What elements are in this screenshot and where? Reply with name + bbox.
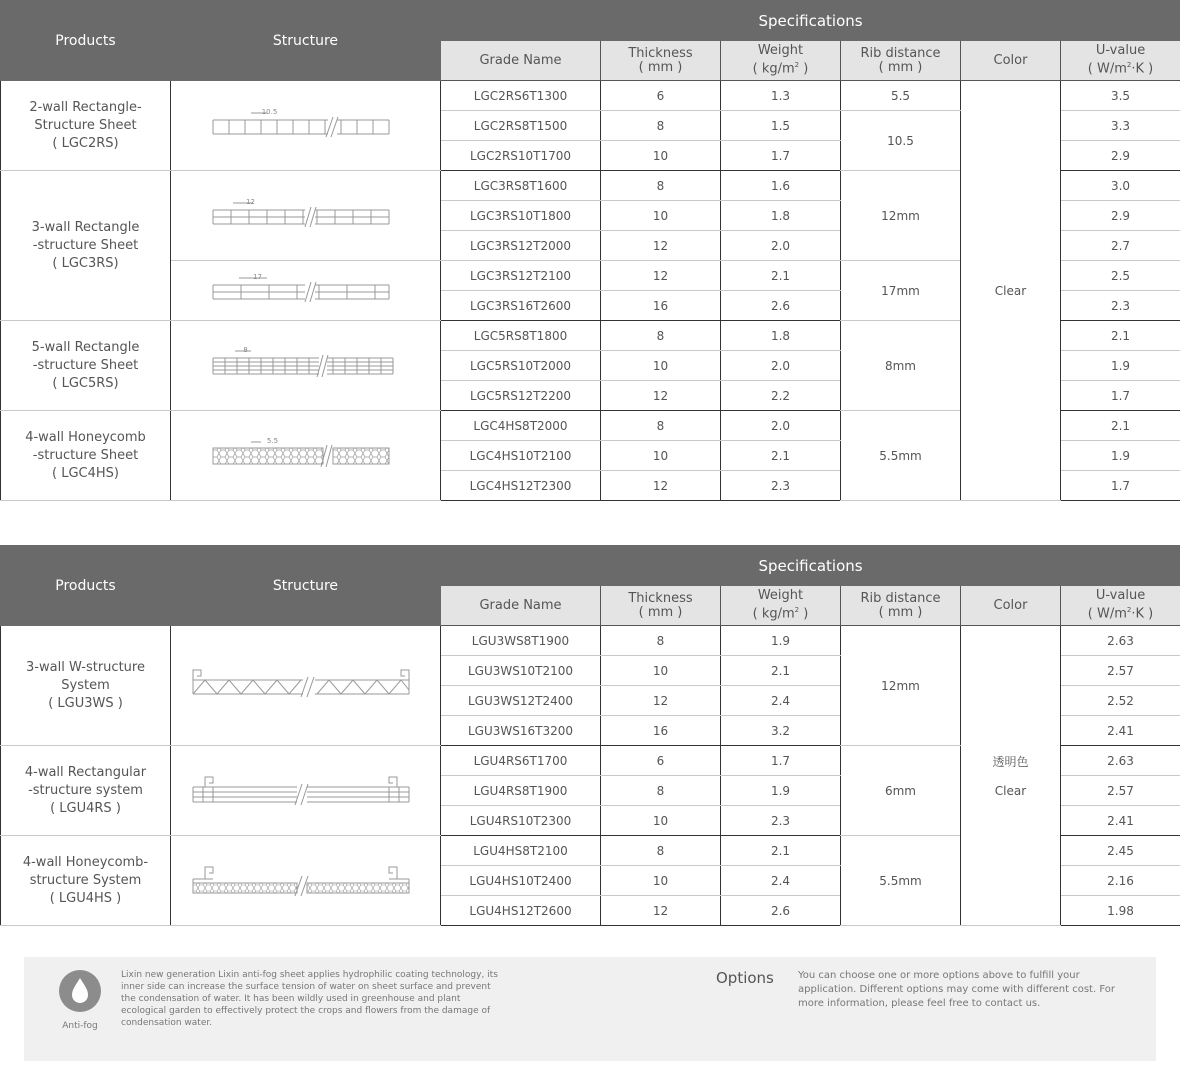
header-structure: Structure (171, 1, 441, 81)
antifog-description: Lixin new generation Lixin anti-fog sheet applies hydrophilic coating technology, its inner side can increase the surface tension of water on sheet surface and prevent the condensation of water. It has been wildly used in greenhouse and plant ecological garden to effectively protect the crops and flowers from the damage of condensation water. (121, 970, 498, 1028)
weight-value: 1.3 (721, 81, 841, 111)
header-grade-name: Grade Name (441, 41, 601, 81)
weight-value: 1.5 (721, 111, 841, 141)
product-name: 5-wall Rectangle -structure Sheet ( LGC5RS) (1, 321, 171, 411)
header-specifications: Specifications (441, 1, 1180, 41)
rib-distance-value: 5.5mm (841, 836, 961, 926)
thickness-value: 12 (601, 231, 721, 261)
spec-table-lgu (0, 545, 1180, 926)
weight-value: 2.4 (721, 866, 841, 896)
weight-value: 2.0 (721, 231, 841, 261)
weight-value: 1.8 (721, 201, 841, 231)
thickness-value: 12 (601, 261, 721, 291)
grade-name: LGU4RS6T1700 (441, 746, 601, 776)
header-color: Color (961, 41, 1061, 81)
weight-value: 2.1 (721, 261, 841, 291)
thickness-value: 6 (601, 746, 721, 776)
structure-diagram: 10.5 (171, 81, 441, 171)
rib-distance-value: 5.5 (841, 81, 961, 111)
weight-value: 2.6 (721, 896, 841, 926)
u-value: 2.3 (1061, 291, 1180, 321)
thickness-value: 10 (601, 656, 721, 686)
u-value: 2.9 (1061, 141, 1180, 171)
weight-value: 2.0 (721, 351, 841, 381)
weight-value: 2.6 (721, 291, 841, 321)
grade-name: LGC5RS10T2000 (441, 351, 601, 381)
u-value: 2.9 (1061, 201, 1180, 231)
spec-table-lgc (0, 0, 1180, 501)
grade-name: LGU4HS12T2600 (441, 896, 601, 926)
thickness-value: 12 (601, 471, 721, 501)
grade-name: LGC3RS12T2000 (441, 231, 601, 261)
structure-diagram (171, 746, 441, 836)
u-value: 2.41 (1061, 716, 1180, 746)
color-value: 透明色 Clear (961, 626, 1061, 926)
u-value: 2.1 (1061, 411, 1180, 441)
structure-diagram: 17 (171, 261, 441, 321)
header-products: Products (1, 1, 171, 81)
header-thickness: Thickness ( mm ) (601, 586, 721, 626)
weight-value: 3.2 (721, 716, 841, 746)
thickness-value: 10 (601, 201, 721, 231)
weight-value: 1.8 (721, 321, 841, 351)
options-panel (24, 957, 1156, 1061)
thickness-value: 10 (601, 351, 721, 381)
grade-name: LGC4HS8T2000 (441, 411, 601, 441)
structure-diagram: 8 (171, 321, 441, 411)
thickness-value: 10 (601, 806, 721, 836)
antifog-label: Anti-fog (62, 1021, 98, 1031)
grade-name: LGC3RS8T1600 (441, 171, 601, 201)
grade-name: LGC3RS10T1800 (441, 201, 601, 231)
header-weight: Weight ( $kg/m^2$ ) (721, 41, 841, 81)
product-name: 4-wall Honeycomb- structure System ( LGU4HS ) (1, 836, 171, 926)
weight-value: 2.4 (721, 686, 841, 716)
product-name: 4-wall Rectangular -structure system ( LGU4RS ) (1, 746, 171, 836)
weight-value: 1.7 (721, 141, 841, 171)
options-description: You can choose one or more options above to fulfill your application. Different options may come with different cost. For more information, please feel free to contact us. (798, 970, 1115, 1009)
grade-name: LGU3WS8T1900 (441, 626, 601, 656)
u-value: 1.9 (1061, 441, 1180, 471)
color-value: Clear (961, 81, 1061, 501)
thickness-value: 8 (601, 111, 721, 141)
rib-distance-value: 5.5mm (841, 411, 961, 501)
u-value: 2.57 (1061, 656, 1180, 686)
weight-value: 2.3 (721, 471, 841, 501)
water-drop-icon (58, 969, 102, 1013)
thickness-value: 8 (601, 626, 721, 656)
weight-value: 2.2 (721, 381, 841, 411)
weight-value: 1.9 (721, 776, 841, 806)
grade-name: LGC2RS6T1300 (441, 81, 601, 111)
u-value: 2.41 (1061, 806, 1180, 836)
grade-name: LGU4RS8T1900 (441, 776, 601, 806)
product-name: 3-wall W-structure System ( LGU3WS ) (1, 626, 171, 746)
thickness-value: 10 (601, 441, 721, 471)
grade-name: LGU4HS10T2400 (441, 866, 601, 896)
thickness-value: 8 (601, 411, 721, 441)
structure-diagram: 5.5 (171, 411, 441, 501)
grade-name: LGU3WS10T2100 (441, 656, 601, 686)
grade-name: LGU3WS12T2400 (441, 686, 601, 716)
u-value: 2.1 (1061, 321, 1180, 351)
grade-name: LGC3RS16T2600 (441, 291, 601, 321)
structure-diagram (171, 626, 441, 746)
u-value: 3.5 (1061, 81, 1180, 111)
header-weight: Weight ( $kg/m^2$ ) (721, 586, 841, 626)
thickness-value: 16 (601, 291, 721, 321)
product-name: 2-wall Rectangle- Structure Sheet ( LGC2RS) (1, 81, 171, 171)
weight-value: 2.0 (721, 411, 841, 441)
header-products: Products (1, 546, 171, 626)
grade-name: LGU3WS16T3200 (441, 716, 601, 746)
thickness-value: 12 (601, 381, 721, 411)
u-value: 3.3 (1061, 111, 1180, 141)
structure-diagram (171, 836, 441, 926)
u-value: 1.9 (1061, 351, 1180, 381)
header-rib-distance: Rib distance ( mm ) (841, 41, 961, 81)
thickness-value: 8 (601, 776, 721, 806)
product-name: 3-wall Rectangle -structure Sheet ( LGC3RS) (1, 171, 171, 321)
rib-distance-value: 12mm (841, 171, 961, 261)
grade-name: LGC4HS12T2300 (441, 471, 601, 501)
rib-distance-value: 10.5 (841, 111, 961, 171)
options-title: Options (716, 969, 774, 987)
grade-name: LGC4HS10T2100 (441, 441, 601, 471)
weight-value: 1.7 (721, 746, 841, 776)
header-thickness: Thickness ( mm ) (601, 41, 721, 81)
thickness-value: 8 (601, 171, 721, 201)
u-value: 2.7 (1061, 231, 1180, 261)
grade-name: LGC3RS12T2100 (441, 261, 601, 291)
product-name: 4-wall Honeycomb -structure Sheet ( LGC4HS) (1, 411, 171, 501)
table-row (1, 626, 1180, 656)
thickness-value: 12 (601, 896, 721, 926)
header-rib-distance: Rib distance ( mm ) (841, 586, 961, 626)
u-value: 2.57 (1061, 776, 1180, 806)
weight-value: 1.9 (721, 626, 841, 656)
grade-name: LGU4RS10T2300 (441, 806, 601, 836)
thickness-value: 8 (601, 321, 721, 351)
thickness-value: 8 (601, 836, 721, 866)
u-value: 2.52 (1061, 686, 1180, 716)
grade-name: LGC5RS8T1800 (441, 321, 601, 351)
table-row (1, 81, 1180, 111)
u-value: 3.0 (1061, 171, 1180, 201)
u-value: 1.7 (1061, 381, 1180, 411)
rib-distance-value: 8mm (841, 321, 961, 411)
thickness-value: 6 (601, 81, 721, 111)
header-specifications: Specifications (441, 546, 1180, 586)
weight-value: 2.1 (721, 656, 841, 686)
rib-distance-value: 17mm (841, 261, 961, 321)
header-u-value: U-value ( $W/m^2\cdot K$ ) (1061, 41, 1180, 81)
grade-name: LGU4HS8T2100 (441, 836, 601, 866)
rib-distance-value: 12mm (841, 626, 961, 746)
weight-value: 2.1 (721, 441, 841, 471)
thickness-value: 16 (601, 716, 721, 746)
weight-value: 1.6 (721, 171, 841, 201)
u-value: 2.63 (1061, 626, 1180, 656)
header-u-value: U-value ( $W/m^2\cdot K$ ) (1061, 586, 1180, 626)
grade-name: LGC5RS12T2200 (441, 381, 601, 411)
u-value: 2.5 (1061, 261, 1180, 291)
u-value: 1.98 (1061, 896, 1180, 926)
structure-diagram: 12 (171, 171, 441, 261)
header-color: Color (961, 586, 1061, 626)
weight-value: 2.3 (721, 806, 841, 836)
u-value: 1.7 (1061, 471, 1180, 501)
u-value: 2.63 (1061, 746, 1180, 776)
u-value: 2.45 (1061, 836, 1180, 866)
rib-distance-value: 6mm (841, 746, 961, 836)
weight-value: 2.1 (721, 836, 841, 866)
grade-name: LGC2RS10T1700 (441, 141, 601, 171)
header-structure: Structure (171, 546, 441, 626)
header-grade-name: Grade Name (441, 586, 601, 626)
grade-name: LGC2RS8T1500 (441, 111, 601, 141)
thickness-value: 12 (601, 686, 721, 716)
u-value: 2.16 (1061, 866, 1180, 896)
thickness-value: 10 (601, 866, 721, 896)
thickness-value: 10 (601, 141, 721, 171)
